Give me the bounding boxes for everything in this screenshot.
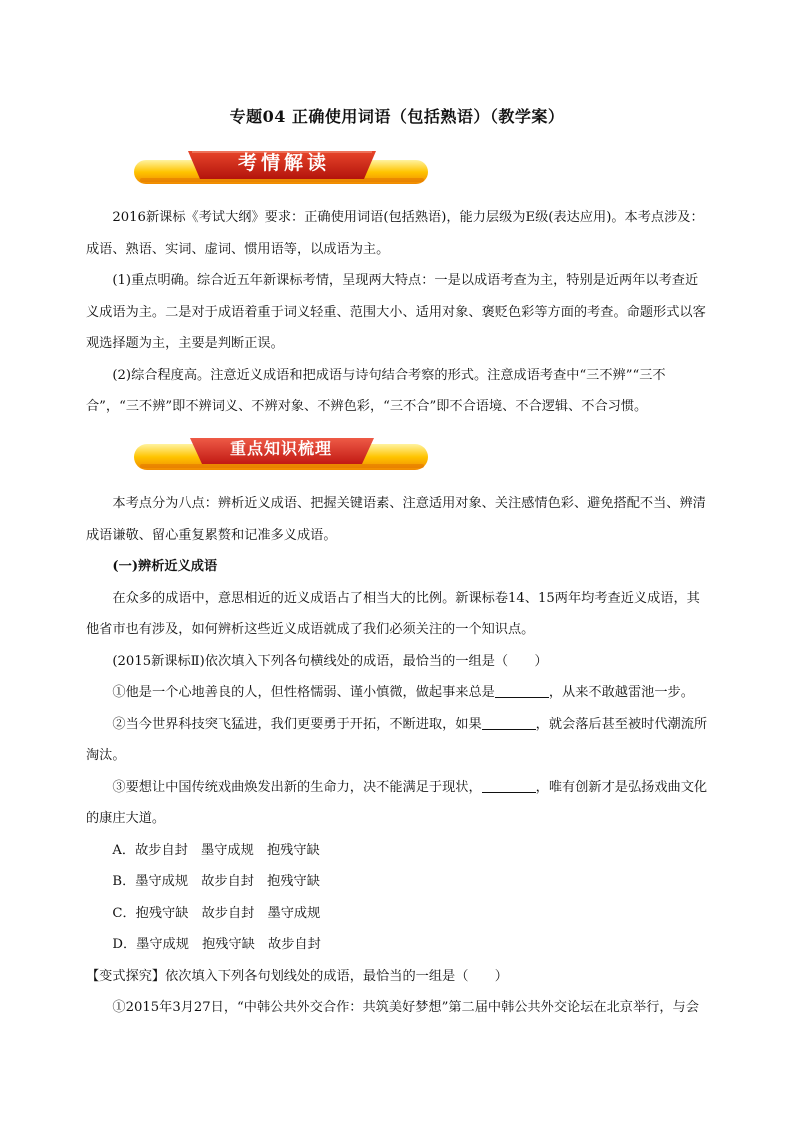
- sentence-2-start: ②当今世界科技突飞猛进，我们更要勇于开拓，不断进取，如果: [112, 716, 482, 732]
- paragraph: 在众多的成语中，意思相近的近义成语占了相当大的比例。新课标卷14、15两年均考查近义成语，其他省市也有涉及，如何辨析这些近义成语就成了我们必须关注的一个知识点。: [86, 590, 700, 637]
- section-kaoqing-text: [86, 202, 710, 423]
- option-a: A．故步自封 墨守成规 抱残守缺: [112, 842, 320, 858]
- fill-blank: [495, 683, 549, 698]
- paragraph: (1)重点明确。综合近五年新课标考情，呈现两大特点：一是以成语考查为主，特别是近两年以考查近义成语为主。二是对于成语着重于词义轻重、范围大小、适用对象、褒贬色彩等方面的考查。命题形式以客观选择题为主，主要是判断正误。: [86, 273, 706, 351]
- paragraph: (2)综合程度高。注意近义成语和把成语与诗句结合考察的形式。注意成语考查中“三不辨”“三不合”，“三不辨”即不辨词义、不辨对象、不辨色彩，“三不合”即不合语境、不合逻辑、不合习惯。: [86, 367, 666, 414]
- sentence-2: [86, 709, 710, 772]
- paragraph: 2016新课标《考试大纲》要求：正确使用词语(包括熟语)，能力层级为E级(表达应用)。本考点涉及：成语、熟语、实词、虚词、惯用语等，以成语为主。: [86, 210, 704, 257]
- fill-blank: [482, 778, 536, 793]
- sentence-3-end: ，唯有创新才是弘扬戏曲文化的康庄大道。: [86, 779, 708, 826]
- sentence-1-start: ①他是一个心地善良的人，但性格懦弱、谨小慎微，做起事来总是: [112, 685, 495, 700]
- banner-kaoqing: [132, 148, 432, 188]
- banner-zhongdian: [132, 434, 432, 474]
- variant-question: 【变式探究】依次填入下列各句划线处的成语，最恰当的一组是（ ）: [86, 968, 508, 984]
- option-c: C．抱残守缺 故步自封 墨守成规: [112, 905, 321, 921]
- sentence-1: [86, 677, 710, 709]
- option-b: B．墨守成规 故步自封 抱残守缺: [112, 874, 320, 889]
- paragraph: 本考点分为八点：辨析近义成语、把握关键语素、注意适用对象、关注感情色彩、避免搭配不当、辨清成语谦敬、留心重复累赘和记准多义成语。: [86, 496, 706, 543]
- document-title: 专题04 正确使用词语（包括熟语）（教学案）: [229, 107, 565, 126]
- section-zhongdian-text: [86, 488, 710, 1024]
- sentence-1-end: ，从来不敢越雷池一步。: [548, 685, 694, 700]
- sentence-3: [86, 772, 710, 835]
- question-stem: (2015新课标Ⅱ)依次填入下列各句横线处的成语，最恰当的一组是（ ）: [112, 653, 548, 669]
- fill-blank: [482, 715, 536, 730]
- banner-kaoqing-label: 考情解读: [237, 152, 330, 174]
- subsection-heading: (一)辨析近义成语: [112, 559, 218, 574]
- banner-zhongdian-label: 重点知识梳理: [229, 439, 332, 458]
- variant-sentence-1: ①2015年3月27日，“中韩公共外交合作：共筑美好梦想”第二届中韩公共外交论坛在北京举行，与会: [112, 1000, 699, 1015]
- option-d: D．墨守成规 抱残守缺 故步自封: [112, 937, 321, 952]
- sentence-2-end: ，就会落后甚至被时代潮流所淘汰。: [86, 716, 708, 763]
- sentence-3-start: ③要想让中国传统戏曲焕发出新的生命力，决不能满足于现状，: [112, 779, 482, 795]
